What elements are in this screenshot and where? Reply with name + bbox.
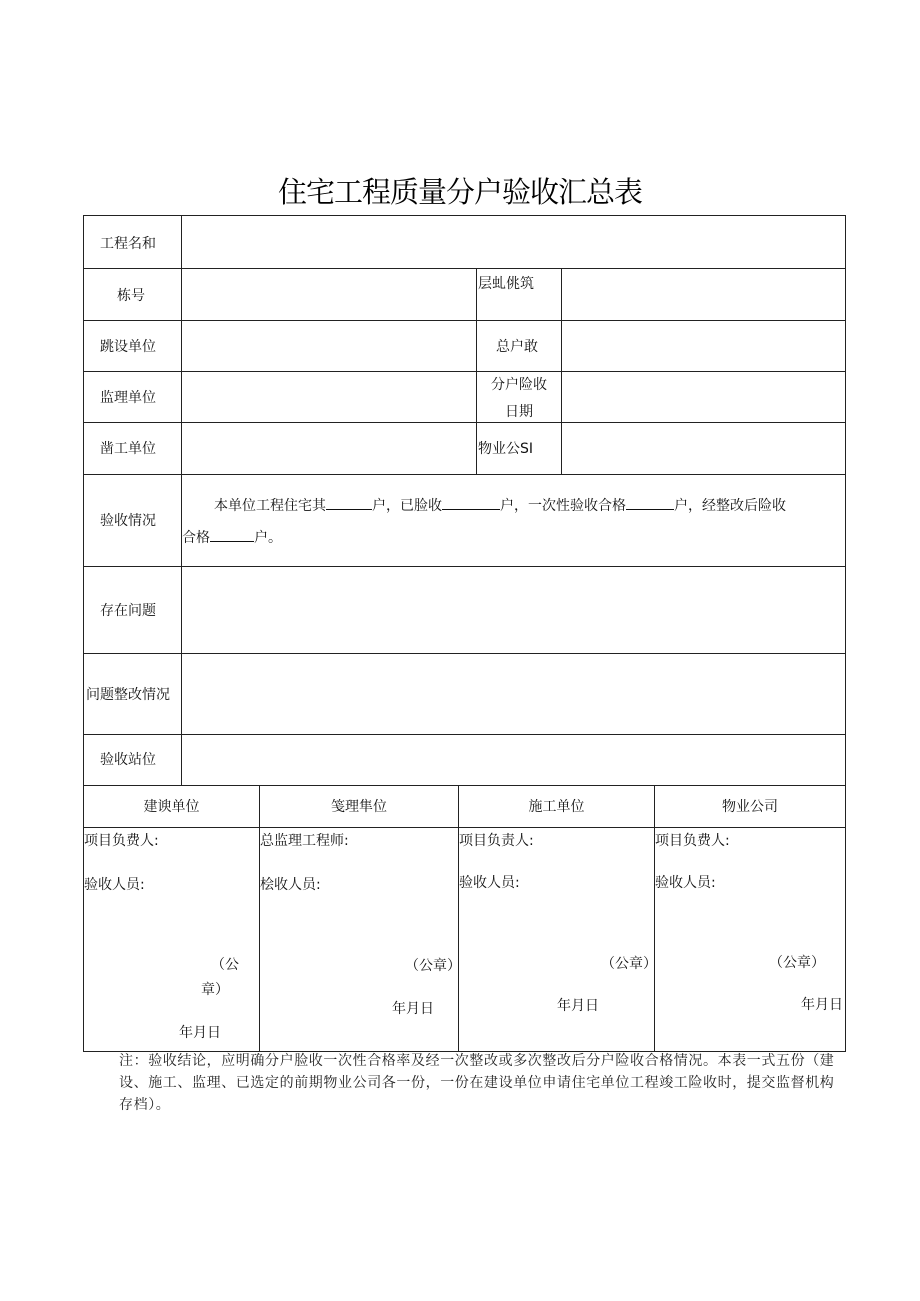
sign-inspector-4: 验收人员: xyxy=(655,875,716,891)
sign-role-1: 项目负费人: xyxy=(84,833,159,849)
sign-seal-1b: 章） xyxy=(201,982,229,998)
sign-role-4: 项目负费人: xyxy=(655,833,730,849)
label-supervision-unit: 监理单位 xyxy=(100,390,156,406)
sign-seal-4: （公章） xyxy=(769,955,825,971)
label-building-no: 栋号 xyxy=(117,288,145,304)
label-acceptance-date-line2: 日期 xyxy=(505,404,533,420)
label-rectification: 问题整改情况 xyxy=(86,687,170,703)
page-title: 住宅工程质量分户验收汇总表 xyxy=(277,175,642,209)
sign-date-3: 年月日 xyxy=(557,998,599,1014)
acceptance-line-1 xyxy=(214,496,786,515)
sign-header-supervision: 笺理隼位 xyxy=(331,799,387,815)
sign-inspector-1: 验收人员: xyxy=(84,877,145,893)
label-construction-unit: 跳设单位 xyxy=(100,339,156,355)
sign-date-2: 年月日 xyxy=(392,1001,434,1017)
sign-role-2: 总监理工程师: xyxy=(260,833,349,849)
label-project-name: 工程名和 xyxy=(100,236,156,252)
sign-seal-1a: （公 xyxy=(211,957,239,973)
label-builder-unit: 凿工单位 xyxy=(100,441,156,457)
blank-total-households[interactable] xyxy=(326,496,372,510)
blank-inspected-households[interactable] xyxy=(442,496,500,510)
blank-first-pass-households[interactable] xyxy=(626,496,674,510)
sign-date-1: 年月日 xyxy=(179,1025,221,1041)
label-floor-height: 层虬佻筑 xyxy=(478,276,534,292)
label-existing-issues: 存在问题 xyxy=(100,603,156,619)
acceptance-text-2: 户，已脸收 xyxy=(372,498,442,514)
label-acceptance-status: 验收情况 xyxy=(100,513,156,529)
label-total-households: 总户敢 xyxy=(496,339,538,355)
acceptance-text-5: 合格 xyxy=(182,530,210,546)
label-acceptance-position: 验收站位 xyxy=(100,752,156,768)
sign-header-construction: 建谀单位 xyxy=(143,799,200,815)
acceptance-line-2 xyxy=(182,528,282,547)
sign-header-property: 物业公司 xyxy=(722,799,778,815)
sign-seal-3: （公章） xyxy=(601,956,657,972)
sign-inspector-2: 桧收人员: xyxy=(260,877,321,893)
sign-inspector-3: 验收人员: xyxy=(459,875,520,891)
acceptance-text-6: 户。 xyxy=(254,530,282,546)
acceptance-text-3: 户，一次性验收合格 xyxy=(500,498,626,514)
label-property-company: 物业公SI xyxy=(478,441,534,457)
acceptance-text-4: 户，经整改后险收 xyxy=(674,498,786,514)
footnote: 注：验收结论，应明确分户脸收一次性合格率及经一次整改或多次整改后分户险收合格情况。本表一式五份（建设、施工、监理、已选定的前期物业公司各一份，一份在建设单位申请住宅单位工程竣工险收时，提交监督机构存档）。 xyxy=(119,1053,835,1113)
sign-seal-2: （公章） xyxy=(405,958,461,974)
sign-date-4: 年月日 xyxy=(801,997,843,1013)
sign-header-builder: 施工单位 xyxy=(528,799,585,815)
acceptance-text-1: 本单位工程住宅其 xyxy=(214,498,326,514)
sign-role-3: 项目负责人: xyxy=(459,833,534,849)
label-acceptance-date-line1: 分户险收 xyxy=(491,377,547,393)
blank-passed-after-rectification[interactable] xyxy=(210,528,254,542)
